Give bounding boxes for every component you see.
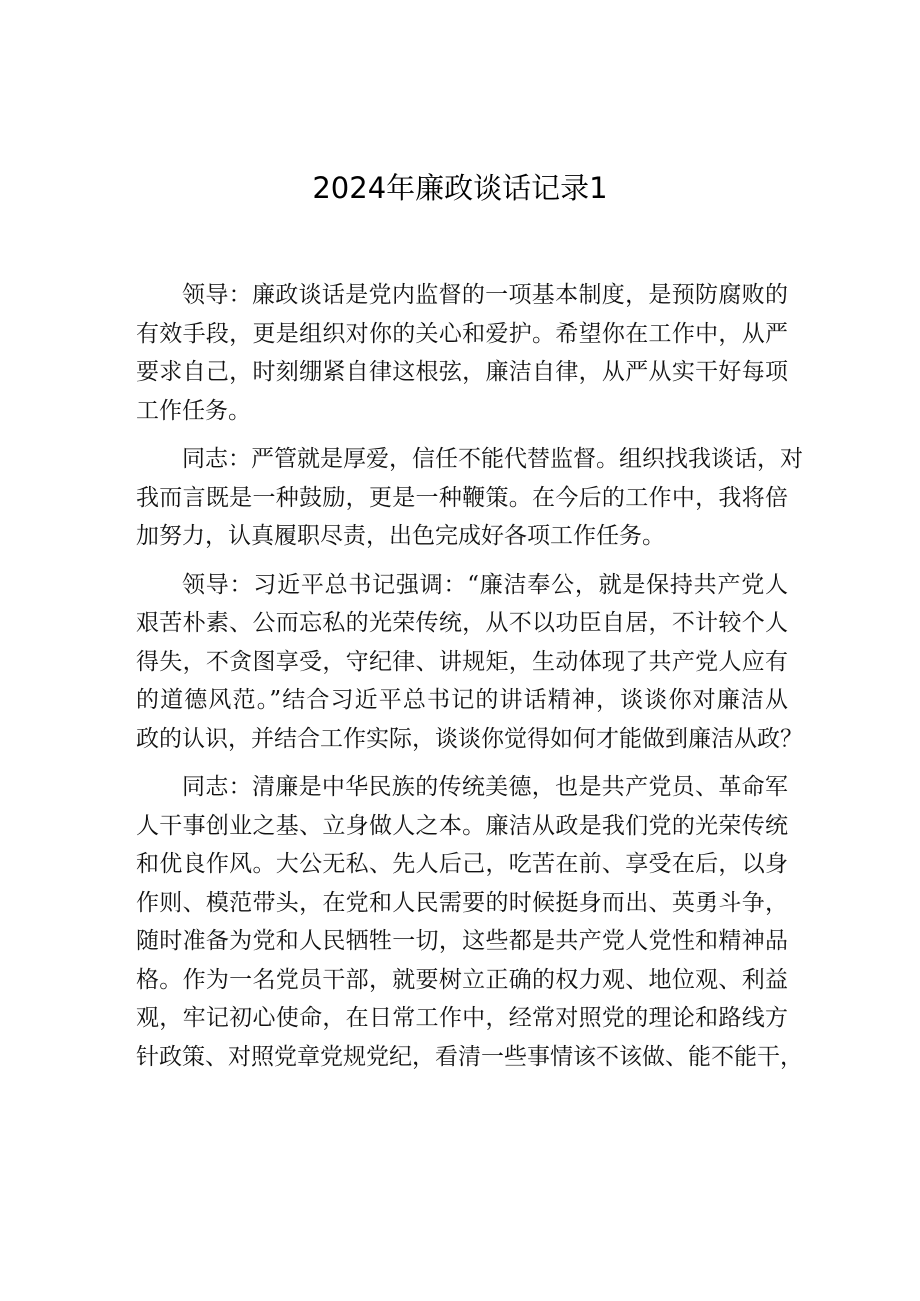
- text-line: 得失，不贪图享受，守纪律、讲规矩，生动体现了共产党人应有: [136, 648, 788, 675]
- paragraph-comrade-2: [136, 768, 803, 1076]
- text-line: 领导：廉政谈话是党内监督的一项基本制度，是预防腐败的: [182, 282, 788, 308]
- text-line: 同志：清廉是中华民族的传统美德，也是共产党员、革命军: [182, 774, 788, 800]
- text-line: 工作任务。: [136, 397, 251, 424]
- text-line: 人干事创业之基、立身做人之本。廉洁从政是我们党的光荣传统: [136, 812, 788, 839]
- text-line: 和优良作风。大公无私、先人后己，吃苦在前、享受在后，以身: [136, 851, 788, 877]
- text-line: 同志：严管就是厚爱，信任不能代替监督。组织找我谈话，对: [182, 446, 803, 472]
- text-line: 要求自己，时刻绷紧自律这根弦，廉洁自律，从严从实干好每项: [136, 359, 788, 385]
- text-line: 艰苦朴素、公而忘私的光荣传统，从不以功臣自居，不计较个人: [136, 610, 788, 636]
- text-line: 领导：习近平总书记强调：“廉洁奉公，就是保持共产党人: [182, 571, 788, 598]
- text-line: 有效手段，更是组织对你的关心和爱护。希望你在工作中，从严: [136, 320, 788, 347]
- text-line: 随时准备为党和人民牺牲一切，这些都是共产党人党性和精神品: [136, 928, 788, 954]
- text-line: 的道德风范。”结合习近平总书记的讲话精神，谈谈你对廉洁从: [136, 687, 788, 713]
- paragraph-comrade-1: [136, 440, 803, 556]
- text-line: 我而言既是一种鼓励，更是一种鞭策。在今后的工作中，我将倍: [136, 484, 788, 511]
- text-line: 格。作为一名党员干部，就要树立正确的权力观、地位观、利益: [136, 966, 788, 993]
- text-line: 政的认识，并结合工作实际，谈谈你觉得如何才能做到廉洁从政？: [136, 725, 803, 752]
- paragraph-leader-1: [136, 276, 788, 430]
- document-body: [136, 276, 803, 1086]
- paragraph-leader-2: [136, 566, 803, 759]
- text-line: 针政策、对照党章党规党纪，看清一些事情该不该做、能不能干，: [136, 1043, 803, 1070]
- text-line: 加努力，认真履职尽责，出色完成好各项工作任务。: [136, 523, 665, 549]
- text-line: 观，牢记初心使命，在日常工作中，经常对照党的理论和路线方: [136, 1005, 788, 1031]
- text-line: 作则、模范带头，在党和人民需要的时候挺身而出、英勇斗争，: [136, 889, 788, 916]
- document-title: 2024年廉政谈话记录1: [312, 171, 608, 205]
